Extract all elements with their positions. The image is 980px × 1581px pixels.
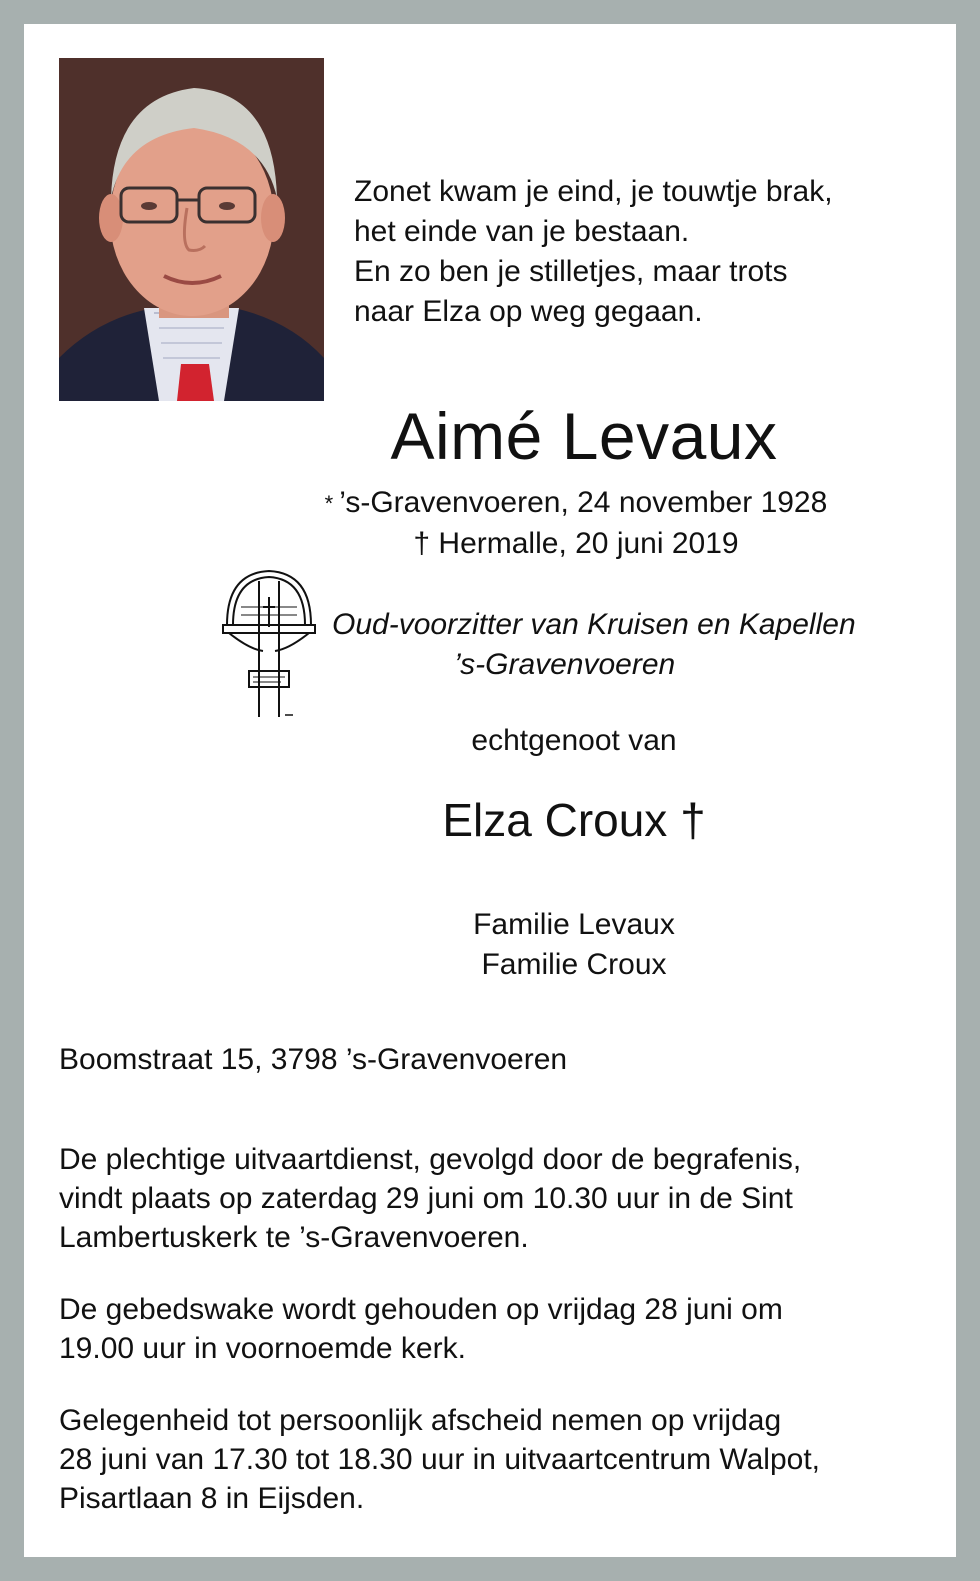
paragraph-line: De plechtige uitvaartdienst, gevolgd door de begrafenis,	[59, 1143, 802, 1176]
role-line-2: ’s-Gravenvoeren	[454, 648, 676, 681]
poem	[354, 172, 833, 332]
paragraph-line: 19.00 uur in voornoemde kerk.	[59, 1332, 466, 1365]
portrait-photo	[59, 58, 324, 401]
birth-place-date: ’s-Gravenvoeren, 24 november 1928	[339, 486, 828, 519]
role-line-1: Oud-voorzitter van Kruisen en Kapellen	[332, 608, 856, 641]
paragraph-line: 28 juni van 17.30 tot 18.30 uur in uitvaartcentrum Walpot,	[59, 1443, 821, 1476]
address: Boomstraat 15, 3798 ’s-Gravenvoeren	[59, 1043, 568, 1076]
paragraph-line: De gebedswake wordt gehouden op vrijdag 28 juni om	[59, 1293, 783, 1326]
paragraph-line: Lambertuskerk te ’s-Gravenvoeren.	[59, 1221, 529, 1254]
family-list	[24, 905, 980, 985]
poem-line: het einde van je bestaan.	[354, 215, 690, 248]
wayside-cross-icon	[219, 567, 319, 722]
death-line: † Hermalle, 20 juni 2019	[413, 527, 739, 560]
poem-line: En zo ben je stilletjes, maar trots	[354, 255, 788, 288]
poem-line: Zonet kwam je eind, je touwtje brak,	[354, 175, 833, 208]
obituary-card	[24, 24, 956, 1557]
family-item: Familie Levaux	[473, 908, 675, 941]
spouse-name: Elza Croux †	[442, 794, 706, 846]
paragraph-line: Pisartlaan 8 in Eijsden.	[59, 1482, 365, 1515]
funeral-service-paragraph	[59, 1140, 939, 1257]
poem-line: naar Elza op weg gegaan.	[354, 295, 703, 328]
birth-line	[24, 483, 980, 524]
role-text	[332, 605, 856, 685]
spouse-intro: echtgenoot van	[471, 724, 677, 757]
paragraph-line: Gelegenheid tot persoonlijk afscheid nemen op vrijdag	[59, 1404, 782, 1437]
prayer-vigil-paragraph	[59, 1290, 939, 1368]
birth-symbol: *	[324, 491, 334, 517]
family-item: Familie Croux	[481, 948, 667, 981]
paragraph-line: vindt plaats op zaterdag 29 juni om 10.30 uur in de Sint	[59, 1182, 793, 1215]
deceased-name: Aimé Levaux	[390, 399, 778, 473]
farewell-paragraph	[59, 1401, 939, 1518]
